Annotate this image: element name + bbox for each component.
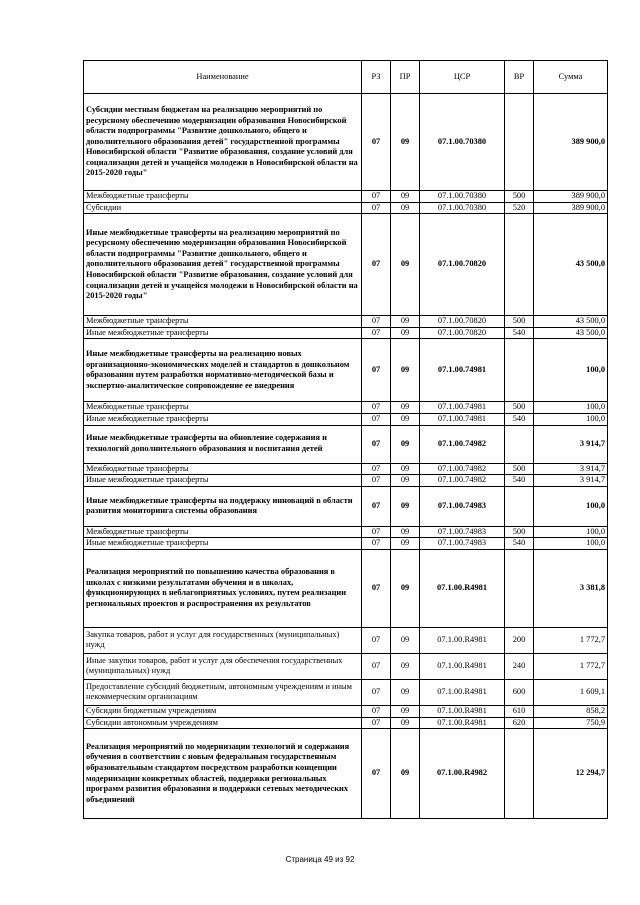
- row-sum: 1 772,7: [534, 653, 608, 679]
- row-rz: 07: [362, 413, 391, 425]
- row-csr: 07.1.00.74981: [420, 339, 505, 402]
- row-name: Иные межбюджетные трансферты: [84, 327, 362, 339]
- row-csr: 07.1.00.74982: [420, 475, 505, 487]
- row-sum: 3 914,7: [534, 425, 608, 463]
- row-name: Иные межбюджетные трансферты: [84, 475, 362, 487]
- row-sum: 43 500,0: [534, 214, 608, 316]
- row-csr: 07.1.00.R4981: [420, 679, 505, 705]
- table-row: [84, 549, 608, 627]
- table-row: [84, 425, 608, 463]
- row-pr: 09: [391, 402, 420, 414]
- row-sum: 43 500,0: [534, 316, 608, 328]
- row-sum: 389 900,0: [534, 94, 608, 191]
- row-rz: 07: [362, 402, 391, 414]
- table-row: [84, 486, 608, 526]
- row-sum: 12 294,7: [534, 729, 608, 819]
- row-csr: 07.1.00.R4981: [420, 549, 505, 627]
- row-pr: 09: [391, 463, 420, 475]
- table-row: [84, 94, 608, 191]
- row-rz: 07: [362, 191, 391, 203]
- row-vr: 610: [505, 705, 534, 717]
- header-sum: Сумма: [534, 61, 608, 94]
- row-csr: 07.1.00.70820: [420, 214, 505, 316]
- row-rz: 07: [362, 627, 391, 653]
- row-name: Субсидии местным бюджетам на реализацию мероприятий по ресурсному обеспечению модернизации образования Новосибирской области подпрограммы "Развитие дошкольного, общего и дополнительного образования детей" государственной программы Новосибирской области "Развитие образования, создание условий для социализации детей и учащейся молодежи в Новосибирской области на 2015-2020 годы": [84, 94, 362, 191]
- page-footer: Страница 49 из 92: [285, 855, 355, 864]
- row-pr: 09: [391, 316, 420, 328]
- header-csr: ЦСР: [420, 61, 505, 94]
- row-sum: 100,0: [534, 526, 608, 538]
- row-pr: 09: [391, 549, 420, 627]
- row-name: Иные межбюджетные трансферты на реализацию мероприятий по ресурсному обеспечению модернизации образования Новосибирской области подпрограммы "Развитие дошкольного, общего и дополнительного образования детей" государственной программы Новосибирской области "Развитие образования, создание условий для социализации детей и учащейся молодежи в Новосибирской области на 2015-2020 годы": [84, 214, 362, 316]
- row-sum: 750,9: [534, 717, 608, 729]
- row-csr: 07.1.00.R4981: [420, 717, 505, 729]
- row-sum: 1 609,1: [534, 679, 608, 705]
- row-csr: 07.1.00.74981: [420, 402, 505, 414]
- row-rz: 07: [362, 549, 391, 627]
- row-name: Межбюджетные трансферты: [84, 402, 362, 414]
- row-name: Субсидии: [84, 202, 362, 214]
- row-rz: 07: [362, 425, 391, 463]
- row-pr: 09: [391, 486, 420, 526]
- row-sum: 389 900,0: [534, 202, 608, 214]
- row-vr: [505, 339, 534, 402]
- row-name: Межбюджетные трансферты: [84, 463, 362, 475]
- row-name: Реализация мероприятий по модернизации технологий и содержания обучения в соответствии с новым федеральным государственным образовательным стандартом посредством разработки концепции модернизации конкретных областей, поддержки региональных программ развития образования и поддержки сетевых методических объединений: [84, 729, 362, 819]
- row-rz: 07: [362, 717, 391, 729]
- row-name: Иные межбюджетные трансферты: [84, 413, 362, 425]
- row-sum: 1 772,7: [534, 627, 608, 653]
- row-name: Иные межбюджетные трансферты: [84, 538, 362, 550]
- table-row: [84, 705, 608, 717]
- row-sum: 43 500,0: [534, 327, 608, 339]
- row-csr: 07.1.00.R4981: [420, 653, 505, 679]
- row-vr: 620: [505, 717, 534, 729]
- row-rz: 07: [362, 463, 391, 475]
- row-vr: 520: [505, 202, 534, 214]
- row-csr: 07.1.00.74982: [420, 425, 505, 463]
- table-row: [84, 327, 608, 339]
- table-body: [84, 94, 608, 819]
- row-sum: 100,0: [534, 413, 608, 425]
- row-sum: 858,2: [534, 705, 608, 717]
- table-row: [84, 538, 608, 550]
- row-pr: 09: [391, 425, 420, 463]
- row-csr: 07.1.00.R4981: [420, 627, 505, 653]
- row-sum: 100,0: [534, 538, 608, 550]
- row-csr: 07.1.00.70820: [420, 316, 505, 328]
- row-rz: 07: [362, 327, 391, 339]
- row-pr: 09: [391, 339, 420, 402]
- row-csr: 07.1.00.70380: [420, 191, 505, 203]
- row-csr: 07.1.00.R4982: [420, 729, 505, 819]
- row-vr: [505, 729, 534, 819]
- row-name: Иные межбюджетные трансферты на поддержку инноваций в области развития мониторинга системы образования: [84, 486, 362, 526]
- table-row: [84, 526, 608, 538]
- row-vr: [505, 486, 534, 526]
- row-vr: 500: [505, 463, 534, 475]
- table-row: [84, 402, 608, 414]
- row-pr: 09: [391, 627, 420, 653]
- row-csr: 07.1.00.74983: [420, 486, 505, 526]
- row-sum: 3 381,8: [534, 549, 608, 627]
- row-rz: 07: [362, 679, 391, 705]
- row-name: Субсидии бюджетным учреждениям: [84, 705, 362, 717]
- row-csr: 07.1.00.74982: [420, 463, 505, 475]
- row-csr: 07.1.00.70380: [420, 202, 505, 214]
- row-name: Межбюджетные трансферты: [84, 191, 362, 203]
- row-vr: 500: [505, 316, 534, 328]
- row-rz: 07: [362, 94, 391, 191]
- row-sum: 100,0: [534, 486, 608, 526]
- row-vr: [505, 214, 534, 316]
- row-name: Предоставление субсидий бюджетным, автономным учреждениям и иным некоммерческим организациям: [84, 679, 362, 705]
- table-row: [84, 627, 608, 653]
- table-row: [84, 475, 608, 487]
- row-pr: 09: [391, 729, 420, 819]
- header-rz: РЗ: [362, 61, 391, 94]
- row-rz: 07: [362, 653, 391, 679]
- table-row: [84, 729, 608, 819]
- row-vr: 240: [505, 653, 534, 679]
- row-csr: 07.1.00.70380: [420, 94, 505, 191]
- row-vr: 200: [505, 627, 534, 653]
- row-sum: 100,0: [534, 339, 608, 402]
- row-sum: 389 900,0: [534, 191, 608, 203]
- row-pr: 09: [391, 717, 420, 729]
- row-vr: [505, 425, 534, 463]
- table-header-row: [84, 61, 608, 94]
- row-vr: [505, 94, 534, 191]
- row-pr: 09: [391, 191, 420, 203]
- table-row: [84, 202, 608, 214]
- row-rz: 07: [362, 526, 391, 538]
- row-csr: 07.1.00.70820: [420, 327, 505, 339]
- row-pr: 09: [391, 526, 420, 538]
- row-vr: 500: [505, 191, 534, 203]
- row-sum: 100,0: [534, 402, 608, 414]
- row-pr: 09: [391, 202, 420, 214]
- row-name: Иные межбюджетные трансферты на реализацию новых организационно-экономических моделей и стандартов в дошкольном образовании путем разработки нормативно-методической базы и экспертно-аналитическое сопровождение ее внедрения: [84, 339, 362, 402]
- row-name: Межбюджетные трансферты: [84, 526, 362, 538]
- row-rz: 07: [362, 339, 391, 402]
- row-pr: 09: [391, 94, 420, 191]
- row-pr: 09: [391, 214, 420, 316]
- table-row: [84, 653, 608, 679]
- row-pr: 09: [391, 653, 420, 679]
- table-row: [84, 214, 608, 316]
- row-vr: 540: [505, 475, 534, 487]
- row-rz: 07: [362, 705, 391, 717]
- row-name: Иные закупки товаров, работ и услуг для обеспечения государственных (муниципальных) нужд: [84, 653, 362, 679]
- table-row: [84, 191, 608, 203]
- row-pr: 09: [391, 327, 420, 339]
- table-row: [84, 679, 608, 705]
- row-rz: 07: [362, 202, 391, 214]
- row-name: Иные межбюджетные трансферты на обновление содержания и технологий дополнительного образования и воспитания детей: [84, 425, 362, 463]
- row-rz: 07: [362, 729, 391, 819]
- row-pr: 09: [391, 538, 420, 550]
- row-sum: 3 914,7: [534, 463, 608, 475]
- row-pr: 09: [391, 705, 420, 717]
- row-csr: 07.1.00.R4981: [420, 705, 505, 717]
- header-pr: ПР: [391, 61, 420, 94]
- row-sum: 3 914,7: [534, 475, 608, 487]
- row-csr: 07.1.00.74983: [420, 538, 505, 550]
- row-vr: 500: [505, 402, 534, 414]
- row-rz: 07: [362, 486, 391, 526]
- budget-table: [83, 60, 608, 819]
- header-vr: ВР: [505, 61, 534, 94]
- row-rz: 07: [362, 538, 391, 550]
- table-row: [84, 339, 608, 402]
- row-pr: 09: [391, 413, 420, 425]
- row-csr: 07.1.00.74981: [420, 413, 505, 425]
- table-row: [84, 463, 608, 475]
- row-vr: 600: [505, 679, 534, 705]
- row-rz: 07: [362, 214, 391, 316]
- row-vr: 540: [505, 327, 534, 339]
- row-pr: 09: [391, 679, 420, 705]
- row-rz: 07: [362, 475, 391, 487]
- header-name: Наименование: [84, 61, 362, 94]
- row-name: Субсидии автономным учреждениям: [84, 717, 362, 729]
- row-pr: 09: [391, 475, 420, 487]
- table-row: [84, 717, 608, 729]
- table-row: [84, 316, 608, 328]
- row-name: Межбюджетные трансферты: [84, 316, 362, 328]
- row-vr: [505, 549, 534, 627]
- row-name: Реализация мероприятий по повышению качества образования в школах с низкими результатами обучения и в школах, функционирующих в неблагоприятных условиях, путем реализации региональных проектов и распространения их результатов: [84, 549, 362, 627]
- table-row: [84, 413, 608, 425]
- row-vr: 500: [505, 526, 534, 538]
- row-vr: 540: [505, 538, 534, 550]
- row-name: Закупка товаров, работ и услуг для государственных (муниципальных) нужд: [84, 627, 362, 653]
- row-csr: 07.1.00.74983: [420, 526, 505, 538]
- row-vr: 540: [505, 413, 534, 425]
- row-rz: 07: [362, 316, 391, 328]
